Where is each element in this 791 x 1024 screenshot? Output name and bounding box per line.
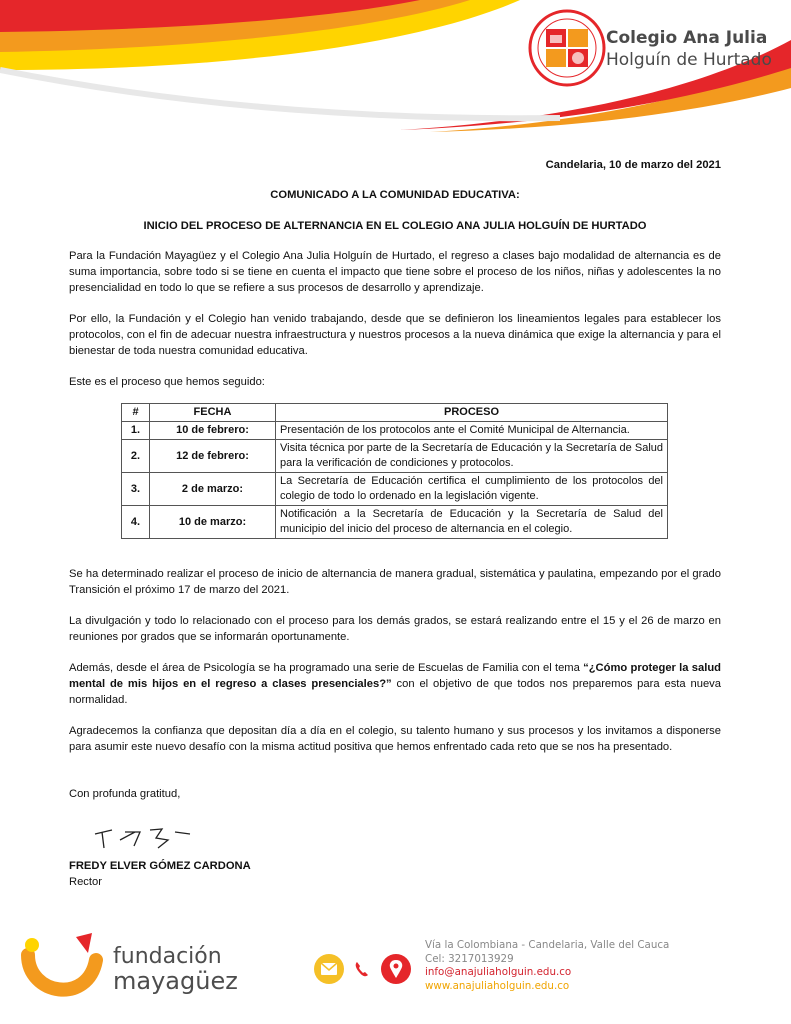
row-num: 2. xyxy=(122,440,150,473)
signer-name: FREDY ELVER GÓMEZ CARDONA xyxy=(69,860,251,872)
paragraph-process-intro: Este es el proceso que hemos seguido: xyxy=(69,376,265,388)
closing-line: Con profunda gratitud, xyxy=(69,788,181,800)
row-fecha: 12 de febrero: xyxy=(150,440,276,473)
table-header-num: # xyxy=(122,404,150,422)
letter-title: COMUNICADO A LA COMUNIDAD EDUCATIVA: xyxy=(270,189,520,201)
location-pin-icon xyxy=(381,954,411,984)
row-fecha: 2 de marzo: xyxy=(150,473,276,506)
contact-icons xyxy=(312,952,416,986)
table-row xyxy=(122,473,668,506)
paragraph-psychology xyxy=(69,660,721,708)
row-proceso: Presentación de los protocolos ante el Comité Municipal de Alternancia. xyxy=(276,422,668,440)
signer-role: Rector xyxy=(69,876,102,888)
psychology-topic: “¿Cómo proteger la salud mental de mis hijos en el regreso a clases presenciales?” xyxy=(69,662,721,690)
psychology-text-c: con el objetivo de que todos nos preparemos para esta nueva normalidad. xyxy=(69,678,721,706)
letter-subtitle: INICIO DEL PROCESO DE ALTERNANCIA EN EL COLEGIO ANA JULIA HOLGUÍN DE HURTADO xyxy=(143,220,647,232)
row-num: 1. xyxy=(122,422,150,440)
table-row xyxy=(122,440,668,473)
paragraph-work: Por ello, la Fundación y el Colegio han venido trabajando, desde que se definieron los lineamientos legales para establecer los protocolos, con el fin de adecuar nuestra infraestructura y nuestros procesos a la nueva dinámica que exige la alternancia y para el bienestar de toda nuestra comunidad educativa. xyxy=(69,313,721,357)
contact-email[interactable]: info@anajuliaholguin.edu.co xyxy=(425,966,572,978)
row-fecha: 10 de febrero: xyxy=(150,422,276,440)
table-row xyxy=(122,506,668,539)
fundacion-name xyxy=(113,945,238,993)
fundacion-name-line2: mayagüez xyxy=(113,967,238,995)
row-num: 3. xyxy=(122,473,150,506)
table-header-proceso: PROCESO xyxy=(276,404,668,422)
paragraph-meetings: La divulgación y todo lo relacionado con el proceso para los demás grados, se estará realizando entre el 15 y el 26 de marzo en reuniones por grados que se informarán oportunamente. xyxy=(69,615,721,643)
row-proceso: Visita técnica por parte de la Secretaría de Educación y la Secretaría de Salud para la verificación de condiciones y protocolos. xyxy=(276,440,668,473)
school-crest-logo xyxy=(528,9,606,87)
paragraph-start: Se ha determinado realizar el proceso de inicio de alternancia de manera gradual, sistemática y paulatina, empezando por el grado Transición el próximo 17 de marzo del 2021. xyxy=(69,568,721,596)
email-icon xyxy=(314,954,344,984)
contact-phone: Cel: 3217013929 xyxy=(425,952,514,965)
contact-info xyxy=(425,939,669,993)
row-num: 4. xyxy=(122,506,150,539)
contact-website[interactable]: www.anajuliaholguin.edu.co xyxy=(425,979,570,992)
school-name-line1: Colegio Ana Julia xyxy=(606,28,768,48)
row-fecha: 10 de marzo: xyxy=(150,506,276,539)
table-header-row xyxy=(122,404,668,422)
row-proceso: Notificación a la Secretaría de Educación y la Secretaría de Salud del municipio del inicio del proceso de alternancia en el colegio. xyxy=(276,506,668,539)
school-name xyxy=(606,27,772,71)
psychology-text-a: Además, desde el área de Psicología se ha programado una serie de Escuelas de Familia con el tema xyxy=(69,662,584,674)
paragraph-intro: Para la Fundación Mayagüez y el Colegio Ana Julia Holguín de Hurtado, el regreso a clases bajo modalidad de alternancia es de suma importancia, sobre todo si se tiene en cuenta el impacto que tiene sobre el proceso de los niños, niñas y adolescentes la no presencialidad en todo lo que se refiere a sus procesos de desarrollo y aprendizaje. xyxy=(69,250,721,294)
school-name-line2: Holguín de Hurtado xyxy=(606,50,772,70)
header-swoosh-decoration xyxy=(0,0,791,145)
contact-address: Vía la Colombiana - Candelaria, Valle del Cauca xyxy=(425,939,670,951)
table-row xyxy=(122,422,668,440)
table-header-fecha: FECHA xyxy=(150,404,276,422)
fundacion-mayaguez-logo xyxy=(18,925,110,1017)
letter-date: Candelaria, 10 de marzo del 2021 xyxy=(545,159,721,171)
phone-icon xyxy=(356,962,368,976)
paragraph-thanks: Agradecemos la confianza que depositan día a día en el colegio, su talento humano y sus procesos y los invitamos a disponerse para asumir este nuevo desafío con la misma actitud positiva que hemos enfrentado cada reto que se nos ha presentado. xyxy=(69,725,721,753)
handwritten-signature xyxy=(90,820,230,860)
process-table xyxy=(121,403,668,539)
row-proceso: La Secretaría de Educación certifica el cumplimiento de los protocolos del colegio de todo lo ordenado en la legislación vigente. xyxy=(276,473,668,506)
fundacion-name-line1: fundación xyxy=(113,944,222,969)
